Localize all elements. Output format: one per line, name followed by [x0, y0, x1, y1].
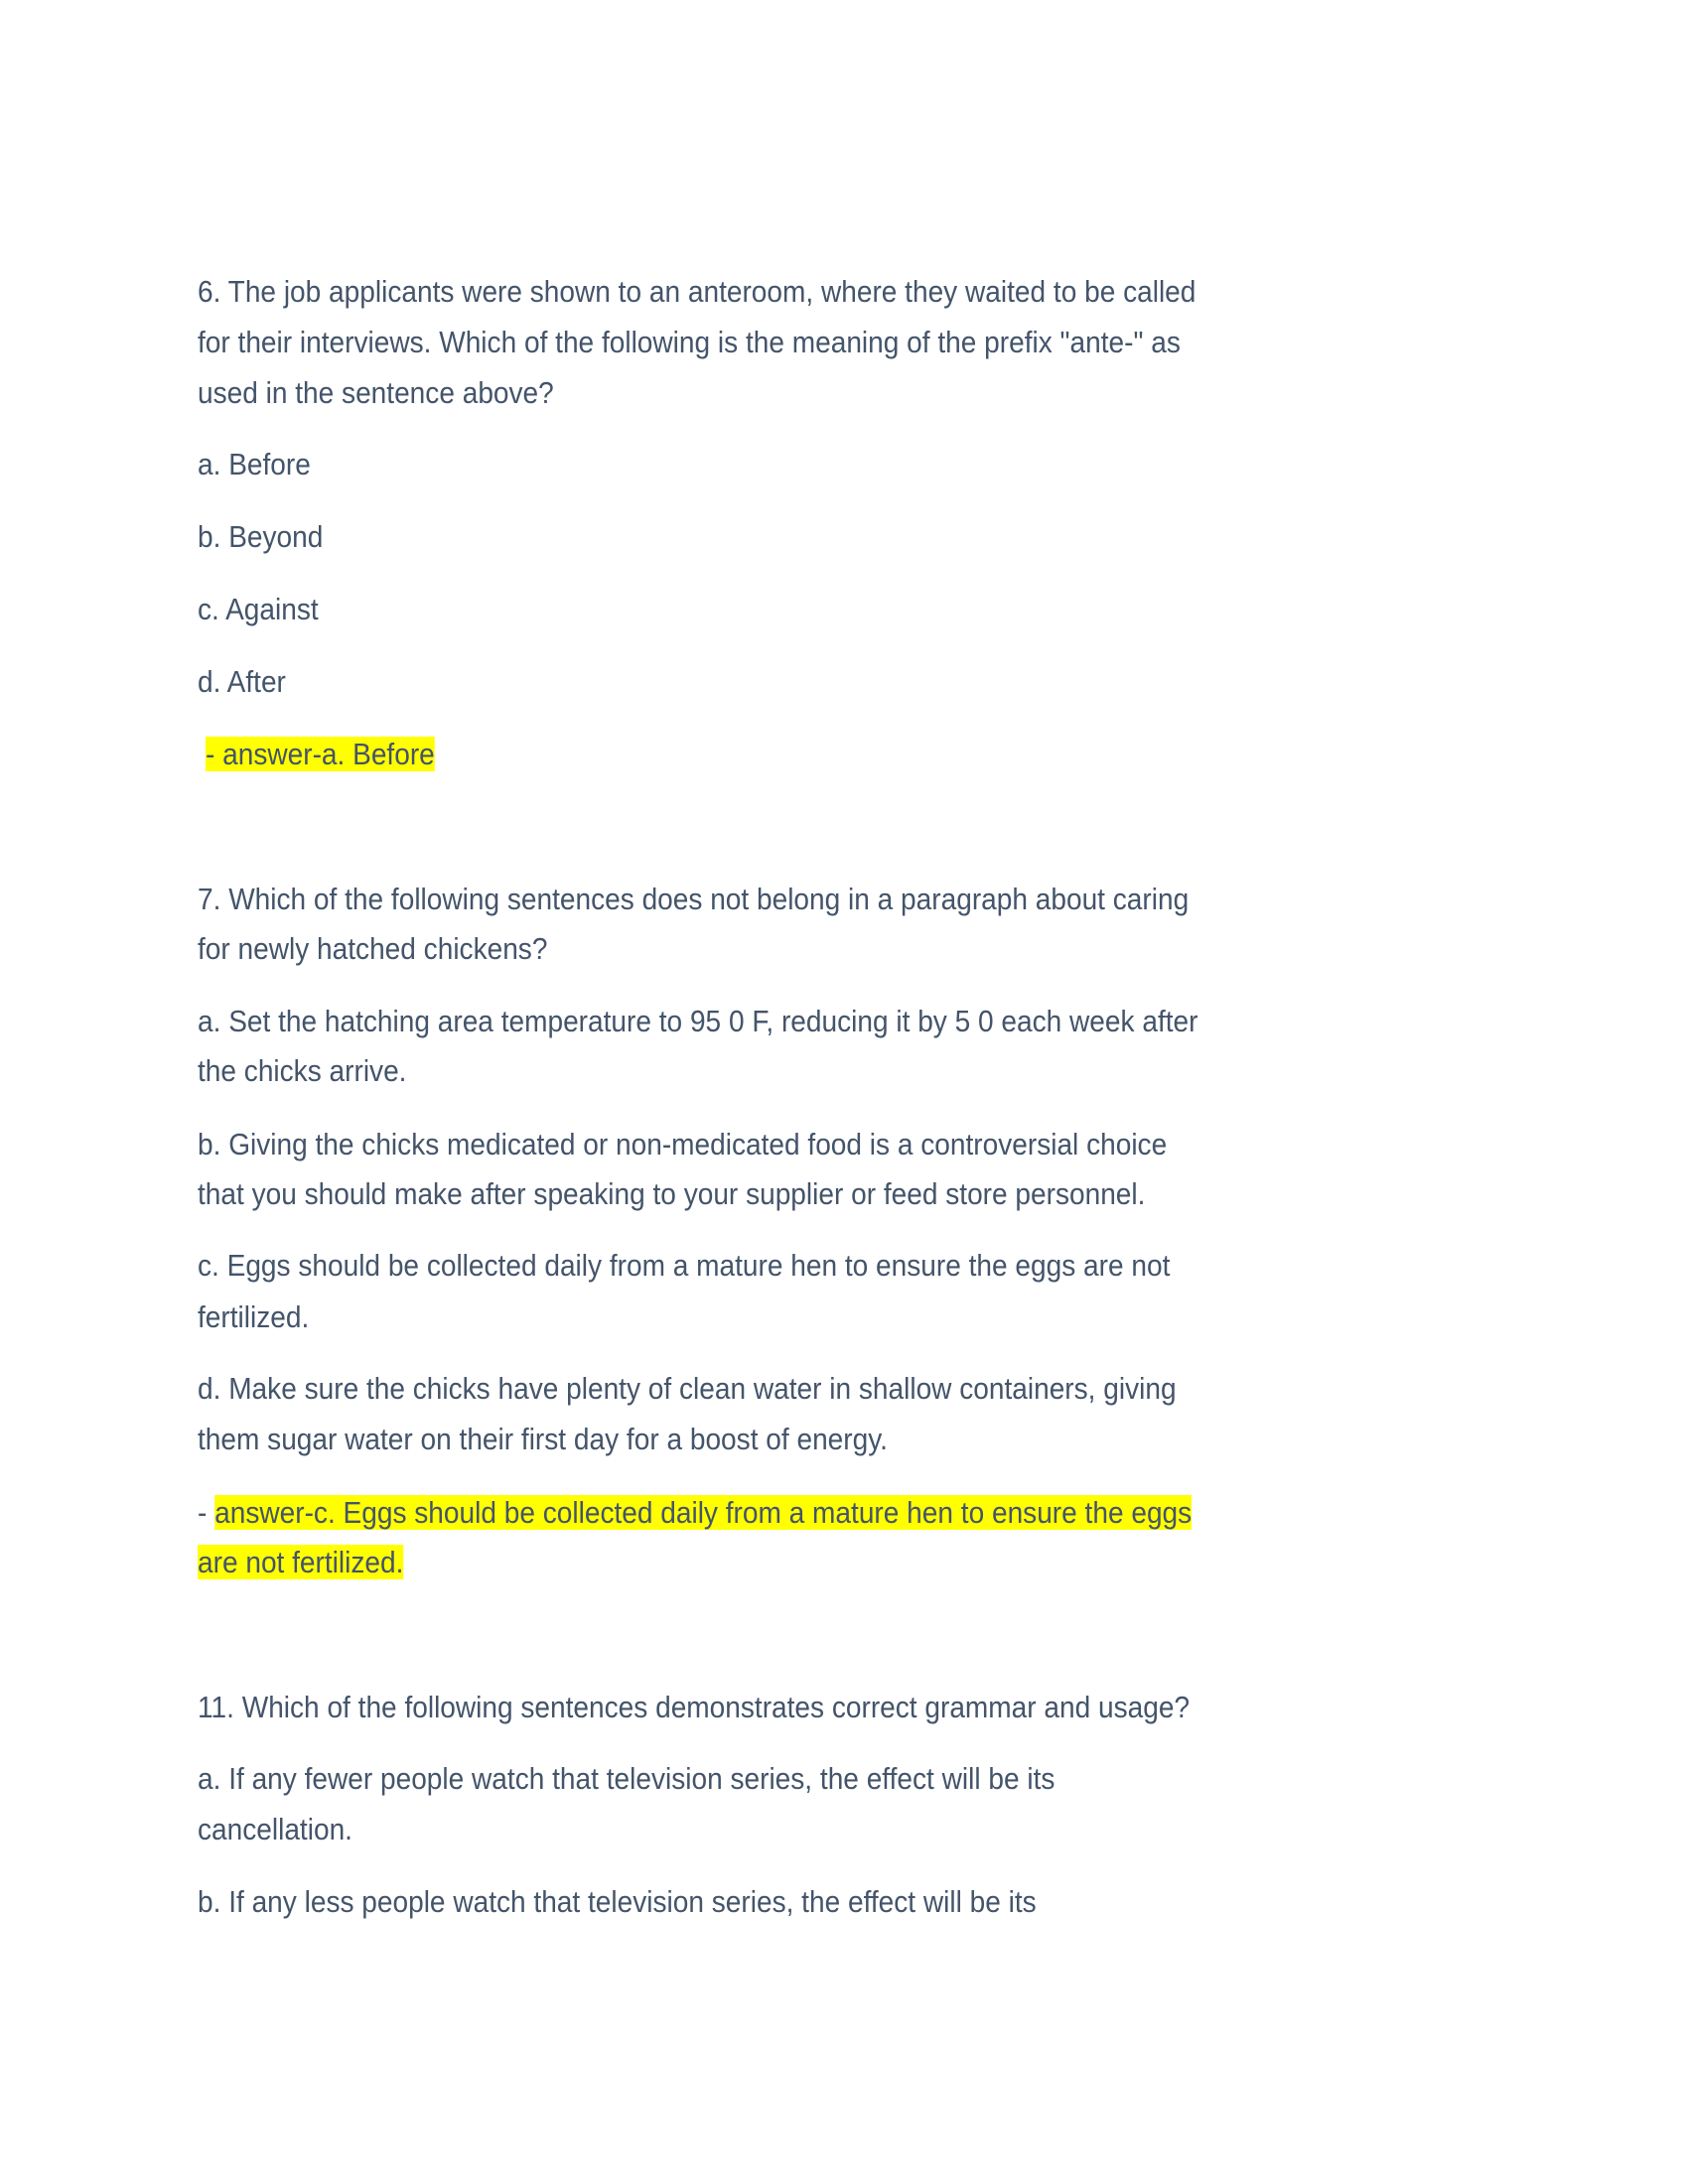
answer-dash: -	[198, 1495, 215, 1530]
answer-highlight: are not fertilized.	[198, 1545, 404, 1579]
question-7-option-c-line-2: fertilized.	[198, 1299, 310, 1334]
answer-highlight: answer-c. Eggs should be collected daily from a mature hen to ensure the eggs	[214, 1495, 1193, 1530]
question-7-answer-line-1	[198, 1493, 1192, 1533]
question-7-option-c-line-1: c. Eggs should be collected daily from a mature hen to ensure the eggs are not	[198, 1248, 1171, 1283]
answer-highlight: - answer-a. Before	[206, 737, 435, 771]
question-6-option-c: c. Against	[198, 592, 319, 626]
question-7-option-b-line-1: b. Giving the chicks medicated or non-medicated food is a controversial choice	[198, 1127, 1168, 1161]
question-7-option-b-line-2: that you should make after speaking to your supplier or feed store personnel.	[198, 1176, 1146, 1211]
question-6-stem-line-1: 6. The job applicants were shown to an anteroom, where they waited to be called	[198, 274, 1196, 309]
question-7-answer-line-2	[198, 1543, 403, 1582]
question-7-stem-line-2: for newly hatched chickens?	[198, 931, 548, 966]
question-7-option-a-line-1: a. Set the hatching area temperature to 95 0 F, reducing it by 5 0 each week after	[198, 1004, 1198, 1038]
question-11-option-b-line-1: b. If any less people watch that television series, the effect will be its	[198, 1884, 1037, 1919]
question-11-option-a-line-1: a. If any fewer people watch that television series, the effect will be its	[198, 1761, 1055, 1796]
question-7-option-a-line-2: the chicks arrive.	[198, 1053, 407, 1088]
question-6-answer	[206, 735, 435, 774]
question-7-option-d-line-2: them sugar water on their first day for a boost of energy.	[198, 1422, 888, 1456]
question-6-stem-line-3: used in the sentence above?	[198, 375, 554, 410]
question-7-option-d-line-1: d. Make sure the chicks have plenty of clean water in shallow containers, giving	[198, 1371, 1177, 1406]
question-6-stem-line-2: for their interviews. Which of the following is the meaning of the prefix "ante-" as	[198, 325, 1181, 359]
question-6-option-a: a. Before	[198, 447, 311, 481]
question-6-option-b: b. Beyond	[198, 519, 324, 554]
question-11-option-a-line-2: cancellation.	[198, 1812, 352, 1846]
question-6-option-d: d. After	[198, 664, 286, 699]
question-7-stem-line-1: 7. Which of the following sentences does not belong in a paragraph about caring	[198, 882, 1190, 916]
question-11-stem-line-1: 11. Which of the following sentences demonstrates correct grammar and usage?	[198, 1690, 1191, 1724]
